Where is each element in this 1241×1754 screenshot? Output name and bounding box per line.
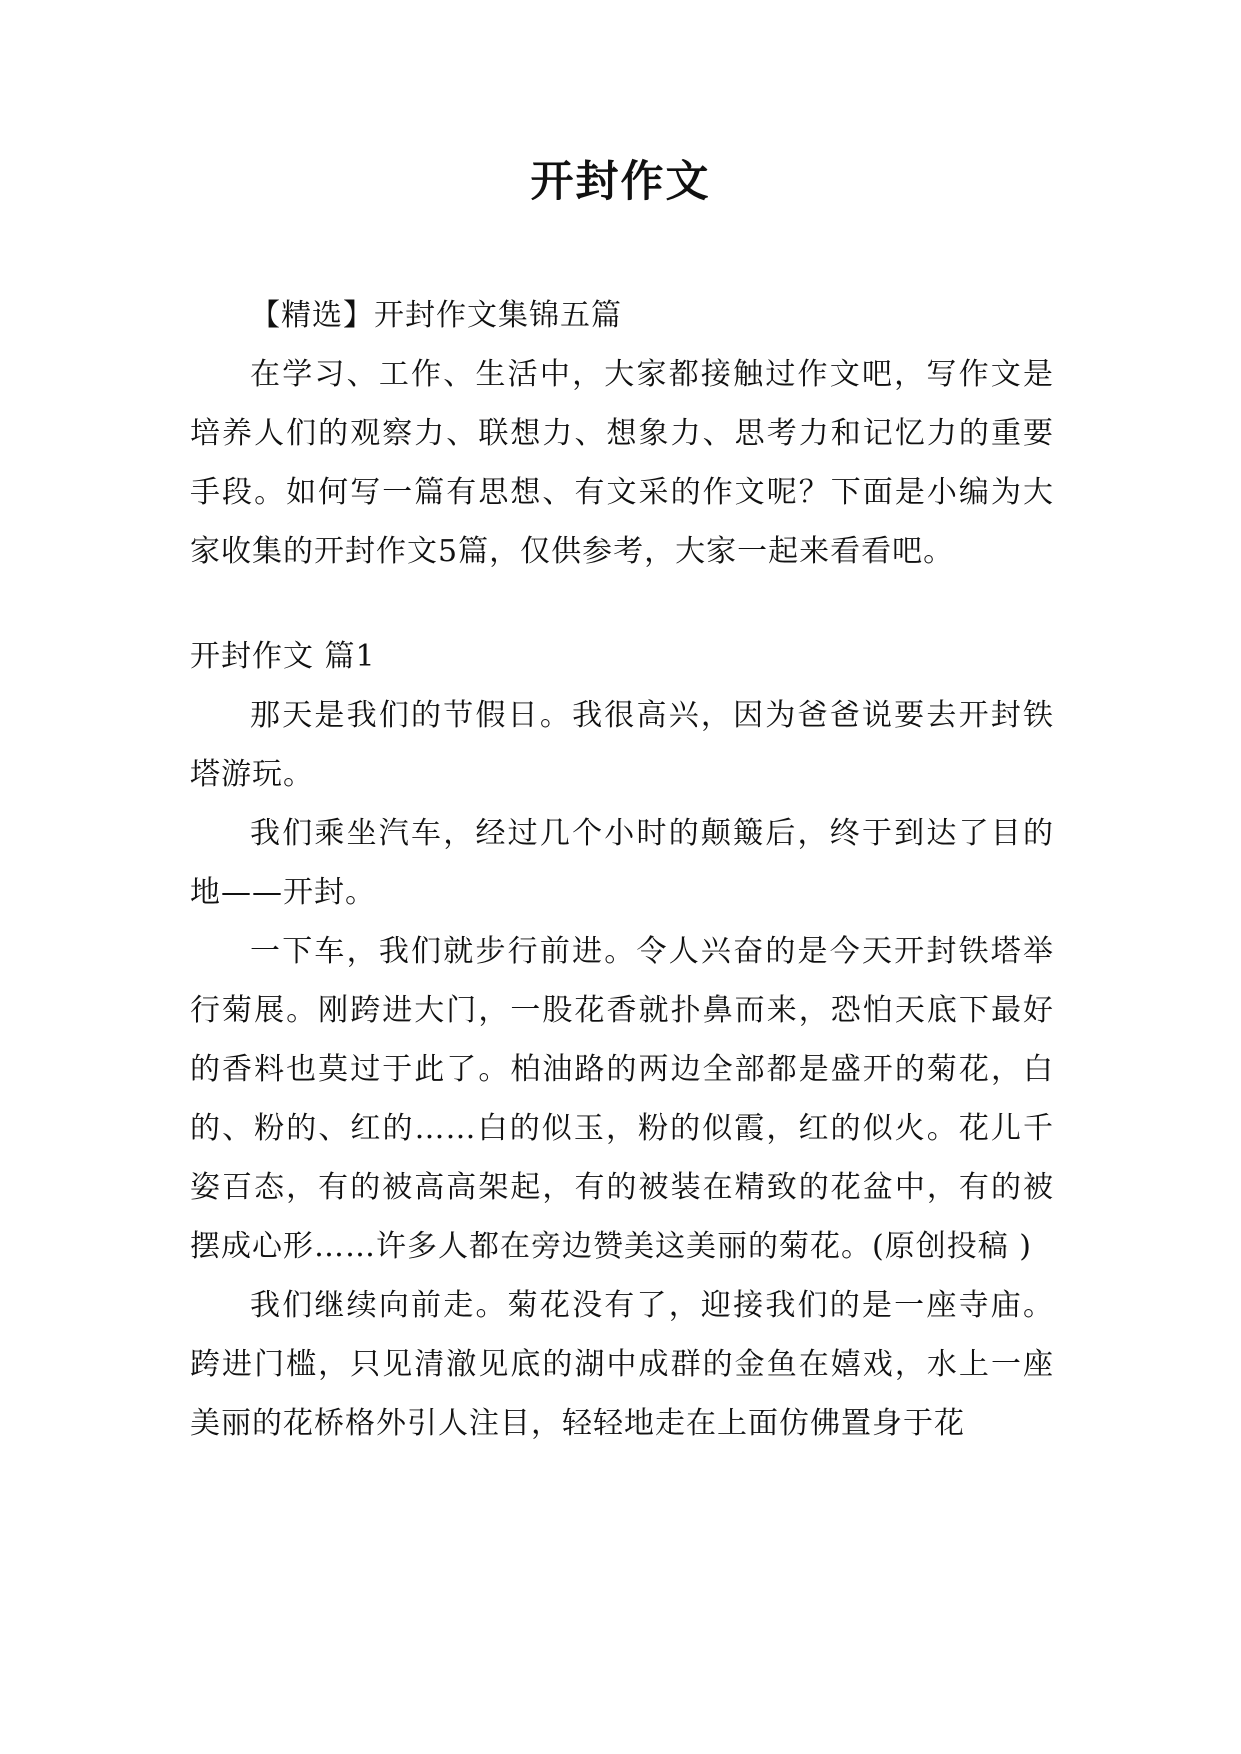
document-subtitle: 【精选】开封作文集锦五篇 xyxy=(250,298,622,333)
intro-paragraph: 在学习、工作、生活中，大家都接触过作文吧，写作文是培养人们的观察力、联想力、想象力、思考力和记忆力的重要手段。如何写一篇有思想、有文采的作文呢？下面是小编为大家收集的开封作文5篇，仅供参考，大家一起来看看吧。 xyxy=(190,357,1054,569)
section-spacer xyxy=(190,581,1054,627)
body-paragraph: 我们乘坐汽车，经过几个小时的颠簸后，终于到达了目的地——开封。 xyxy=(190,816,1054,910)
body-paragraph: 那天是我们的节假日。我很高兴，因为爸爸说要去开封铁塔游玩。 xyxy=(190,698,1054,792)
section-heading: 开封作文 篇1 xyxy=(190,639,376,674)
document-title: 开封作文 xyxy=(530,157,711,207)
body-paragraph: 我们继续向前走。菊花没有了，迎接我们的是一座寺庙。跨进门槛，只见清澈见底的湖中成群的金鱼在嬉戏，水上一座美丽的花桥格外引人注目，轻轻地走在上面仿佛置身于花 xyxy=(190,1288,1054,1441)
body-paragraph: 一下车，我们就步行前进。令人兴奋的是今天开封铁塔举行菊展。刚跨进大门，一股花香就扑鼻而来，恐怕天底下最好的香料也莫过于此了。柏油路的两边全部都是盛开的菊花，白的、粉的、红的……白的似玉，粉的似霞，红的似火。花儿千姿百态，有的被高高架起，有的被装在精致的花盆中，有的被摆成心形……许多人都在旁边赞美这美丽的菊花。(原创投稿 ) xyxy=(190,934,1054,1264)
document-body xyxy=(190,286,1054,1453)
